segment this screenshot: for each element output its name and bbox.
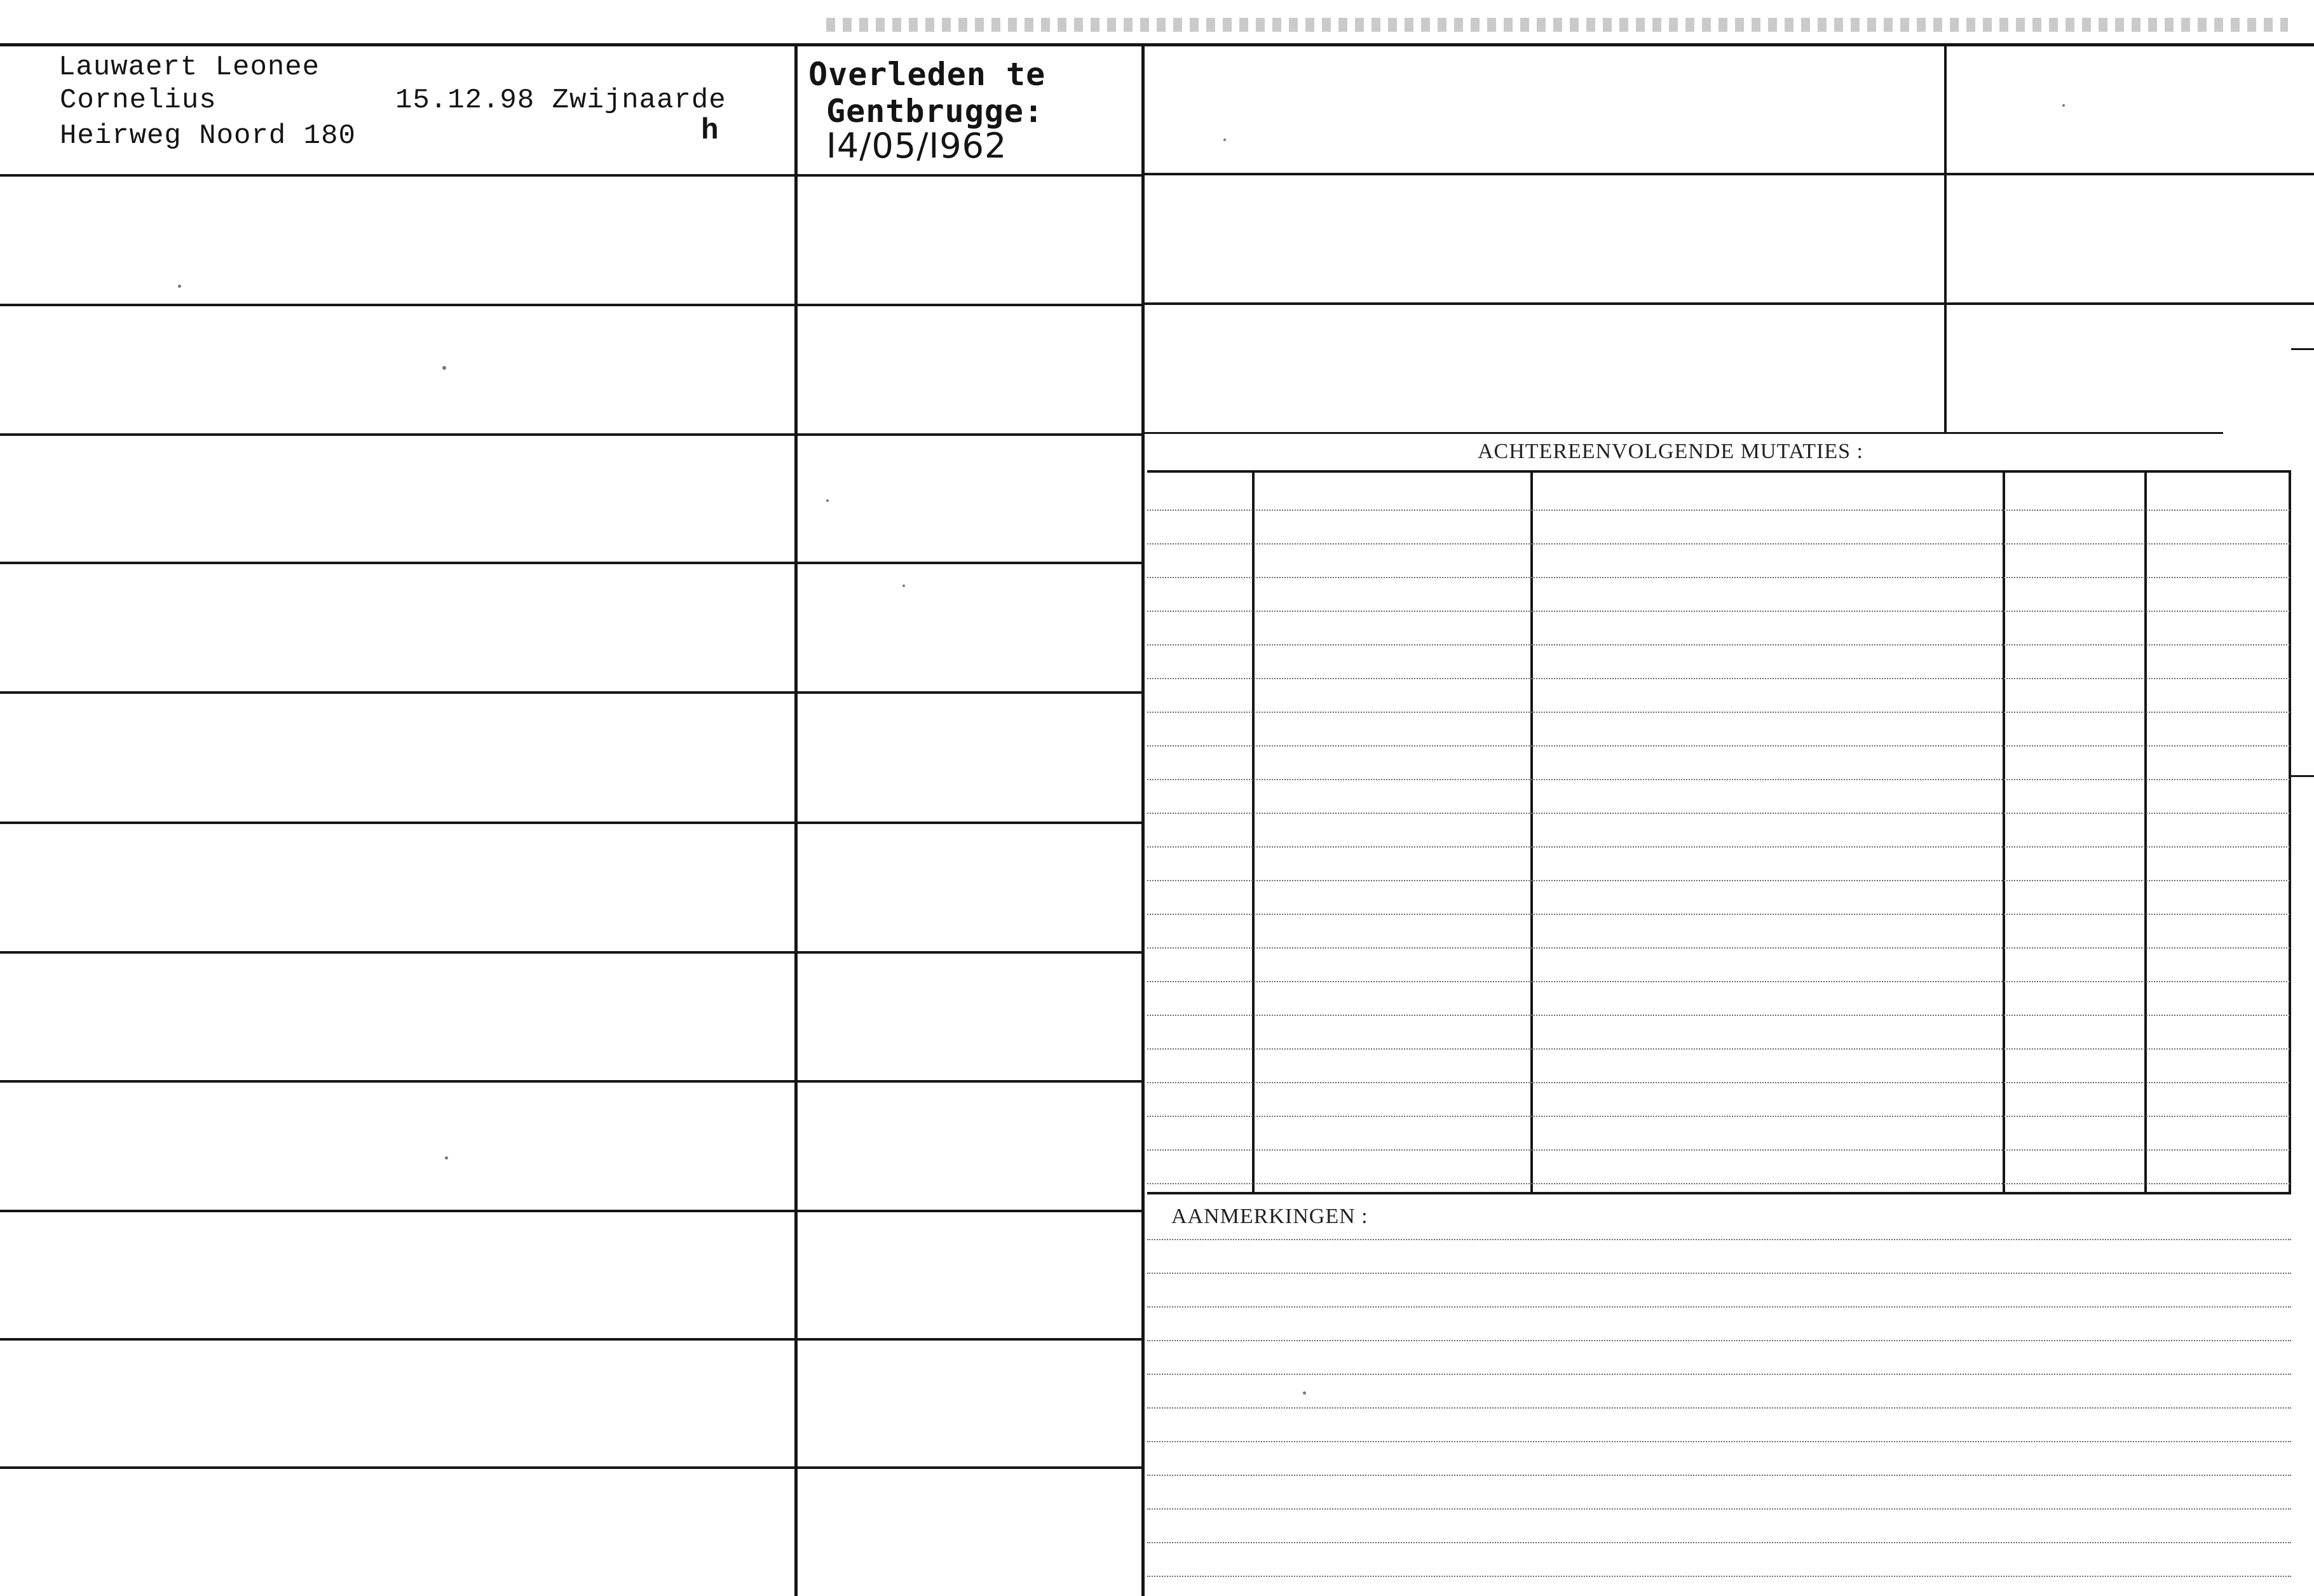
mutation-row-line xyxy=(1147,880,2290,881)
remark-row-line xyxy=(1147,1441,2291,1442)
mutation-row-line xyxy=(1147,1048,2290,1050)
mutation-row-line xyxy=(1147,543,2290,544)
scan-speck xyxy=(826,499,829,502)
birth-date-place-field: 15.12.98 Zwijnaarde xyxy=(395,85,726,116)
remark-row-line xyxy=(1147,1374,2291,1375)
remark-row-line xyxy=(1147,1475,2291,1476)
column-divider-1 xyxy=(794,46,798,1596)
mutations-heading: ACHTEREENVOLGENDE MUTATIES : xyxy=(1478,440,1863,463)
mutation-row-line xyxy=(1147,1015,2290,1016)
mutation-row-line xyxy=(1147,981,2290,982)
mutations-table xyxy=(1147,470,2291,1194)
remark-row-line xyxy=(1147,1576,2291,1577)
row-rule xyxy=(0,433,1143,436)
remark-row-line xyxy=(1147,1407,2291,1409)
mutation-row-line xyxy=(1147,914,2290,915)
mutation-row-line xyxy=(1147,1183,2290,1184)
column-divider-3 xyxy=(1944,46,1947,433)
mutations-col-rule xyxy=(2003,470,2005,1194)
mutation-row-line xyxy=(1147,745,2290,747)
remark-row-line xyxy=(1147,1239,2291,1240)
scan-speck xyxy=(902,585,905,587)
row-rule xyxy=(0,174,1143,177)
remark-row-line xyxy=(1147,1273,2291,1274)
right-row-rule xyxy=(1143,302,2314,305)
row-rule xyxy=(0,304,1143,306)
death-date: I4/05/I962 xyxy=(826,126,1007,166)
mutation-row-line xyxy=(1147,510,2290,511)
mutation-row-line xyxy=(1147,678,2290,679)
remark-row-line xyxy=(1147,1306,2291,1308)
top-border-line xyxy=(0,43,2314,46)
firstname-field: Cornelius xyxy=(60,85,217,116)
edge-tick xyxy=(2291,348,2314,350)
mutation-row-line xyxy=(1147,779,2290,780)
row-rule xyxy=(0,822,1143,824)
sex-field: h xyxy=(701,114,719,147)
row-rule xyxy=(0,691,1143,694)
death-remark-line1: Overleden te xyxy=(808,56,1046,93)
scan-noise-top xyxy=(826,18,2288,32)
scan-speck xyxy=(178,285,181,288)
row-rule xyxy=(0,951,1143,954)
mutations-col-rule xyxy=(2144,470,2147,1194)
mutations-col-rule xyxy=(1252,470,1255,1194)
mutation-row-line xyxy=(1147,1149,2290,1151)
mutation-row-line xyxy=(1147,577,2290,578)
row-rule xyxy=(0,1080,1143,1083)
mutation-row-line xyxy=(1147,846,2290,848)
scan-speck xyxy=(1303,1391,1306,1395)
mutation-row-line xyxy=(1147,712,2290,713)
remark-row-line xyxy=(1147,1542,2291,1543)
edge-tick xyxy=(2291,775,2314,777)
mutation-row-line xyxy=(1147,813,2290,814)
mutations-col-rule xyxy=(2289,470,2291,1194)
mutation-row-line xyxy=(1147,1082,2290,1083)
row-rule xyxy=(0,1466,1143,1469)
scan-speck xyxy=(1223,139,1226,141)
scan-speck xyxy=(445,1156,448,1160)
remarks-heading: AANMERKINGEN : xyxy=(1171,1205,1368,1228)
surname-field: Lauwaert Leonee xyxy=(58,51,320,83)
death-remark-line2: Gentbrugge: xyxy=(826,93,1044,130)
row-rule xyxy=(0,562,1143,564)
column-divider-2 xyxy=(1141,46,1145,1596)
mutations-table-bottom xyxy=(1147,1192,2291,1194)
mutations-table-top xyxy=(1147,470,2291,473)
mutation-row-line xyxy=(1147,1116,2290,1117)
row-rule xyxy=(0,1338,1143,1341)
mutation-row-line xyxy=(1147,611,2290,612)
mutation-row-line xyxy=(1147,947,2290,949)
scan-speck xyxy=(2062,104,2065,107)
remark-row-line xyxy=(1147,1340,2291,1341)
mutations-col-rule xyxy=(1530,470,1533,1194)
scan-speck xyxy=(442,366,446,370)
right-row-rule xyxy=(1143,432,2223,434)
remark-row-line xyxy=(1147,1508,2291,1510)
address-field: Heirweg Noord 180 xyxy=(60,120,356,152)
mutation-row-line xyxy=(1147,644,2290,646)
right-row-rule xyxy=(1143,173,2314,175)
row-rule xyxy=(0,1210,1143,1212)
